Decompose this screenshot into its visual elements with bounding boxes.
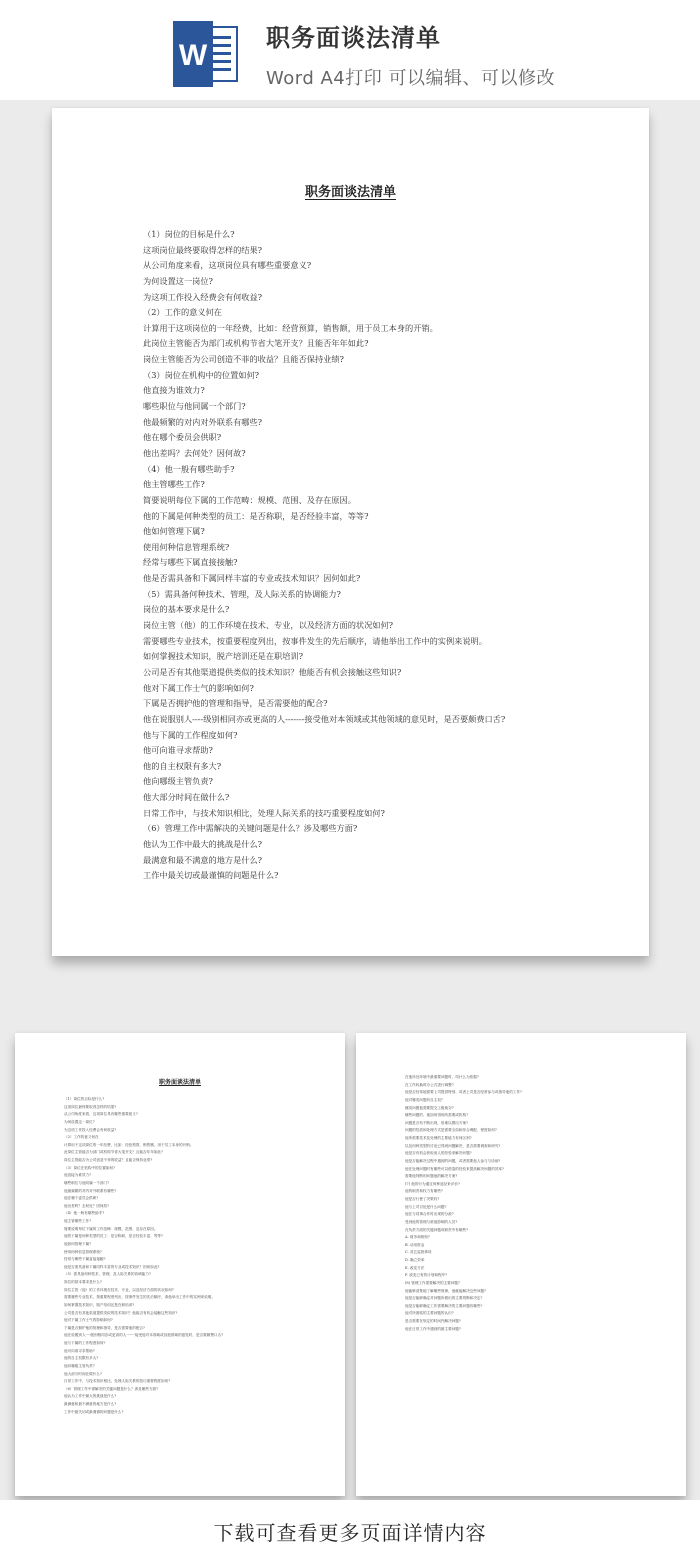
thumbnail-line: 哪些问题的、他如何得到所需要或机构? [405, 1113, 469, 1118]
document-line: 此岗位主管能否为部门或机构节省大笔开支？且能否年年如此? [143, 338, 369, 349]
thumbnail-line: E. 改变方法 [405, 1265, 425, 1270]
document-line: 他的自主权限有多大? [143, 760, 222, 771]
thumbnail-line: 需要哪些专业技术，按重要程度列出，按事件发生的先后顺序，请他举出工作中的实例来说明。 [64, 1295, 215, 1300]
document-line: 为何设置这一岗位? [143, 275, 213, 286]
thumbnail-line: 他是否能够确定工作需要解决的主要问题有哪些? [405, 1303, 483, 1308]
thumbnail-line: （3）岗位在机构中的位置如何? [64, 1165, 115, 1170]
thumbnail-line: 受到他的管理与被他影响的人员? [405, 1219, 458, 1224]
thumbnail-line: 他的下属是何种类型的员工：是否称职，是否经验丰富，等等? [64, 1234, 163, 1239]
document-line: 他对下属工作士气的影响如何? [143, 682, 254, 693]
page-subtitle: Word A4打印 可以编辑、可以修改 [266, 68, 555, 89]
thumbnail-line: D. 确立效率 [405, 1258, 425, 1262]
thumbnail-line: 他在哪个委员会供职? [64, 1196, 99, 1201]
header [0, 0, 700, 100]
thumbnail-line: 他对下属工作士气的影响如何? [64, 1318, 113, 1323]
thumbnail-page-1[interactable] [15, 1033, 345, 1496]
thumbnail-body [405, 1074, 522, 1333]
thumbnail-line: 在工作转换时办公式进行调整? [405, 1082, 454, 1087]
thumbnail-body [64, 1096, 223, 1416]
document-line: 下属是否拥护他的管理和指导，是否需要他的配合? [143, 698, 328, 709]
document-body [143, 227, 505, 884]
document-line: 他与下属的工作程度如何? [143, 729, 238, 740]
thumbnail-line: 最满意和最不满意的地方是什么? [64, 1402, 117, 1406]
thumbnail-title: 职务面谈法清单 [158, 1079, 201, 1086]
document-line: 他可向谁寻求帮助? [143, 745, 213, 756]
document-line: 他出差吗？去何处？因何故? [143, 447, 246, 458]
thumbnail-line: （5）需具备何种技术、管理，及人际关系的协调能力? [64, 1272, 151, 1277]
document-line: 他如何管理下属? [143, 526, 205, 537]
thumbnail-line: 他是否行使了决策权? [405, 1197, 440, 1201]
thumbnail-line: A. 财务和规则? [405, 1235, 430, 1240]
document-line: 他直接为谁效力? [143, 385, 205, 396]
thumbnail-line: 公司是否有其他渠道提供类似的技术知识？他能否有机会接触这些知识? [64, 1310, 178, 1315]
document-line: 如何掌握技术知识，脱产培训还是在职培训? [143, 651, 303, 662]
thumbnail-line: 他对哪类问题有自主权? [405, 1097, 443, 1102]
thumbnail-line: 他主管哪些工作? [64, 1219, 92, 1223]
document-line: 使用何种信息管理系统? [143, 541, 230, 552]
preview-area [0, 100, 700, 1500]
document-line: 他在说服别人----级别相同亦或更高的人-------接受他对本领域或其他领域的意见时，是否要颇费口舌? [143, 713, 506, 724]
document-line: 他主管哪些工作? [143, 479, 205, 490]
thumbnail-line: 他可向谁寻求帮助? [64, 1348, 95, 1353]
thumbnail-line: 他如何管理下属? [64, 1241, 92, 1246]
thumbnail-line: 他的自主权限有多大? [64, 1356, 99, 1361]
document-line: （3）岗位在机构中的位置如何? [143, 369, 260, 380]
thumbnail-line: 他出差吗？去何处？因何故? [64, 1203, 110, 1208]
document-line: 最满意和最不满意的地方是什么? [143, 854, 263, 865]
document-page-main [52, 108, 649, 956]
thumbnail-line: 他与上司讨论是什么问题? [405, 1204, 447, 1209]
thumbnail-line: 这项岗位最终要取得怎样的结果? [64, 1104, 117, 1109]
thumbnail-line: C. 其它监督事项 [405, 1250, 432, 1255]
thumbnail-line: 他是否能解决过程中遇到的问题，或者需要他人参与与协助? [405, 1158, 501, 1163]
thumbnail-line: 他对所面临的主要问题的认识? [405, 1311, 454, 1316]
document-line: 他在哪个委员会供职? [143, 432, 222, 443]
thumbnail-line: 他的职责和权力有哪些? [405, 1189, 443, 1194]
thumbnail-line: 如何掌握技术知识，脱产培训还是在职培训? [64, 1302, 135, 1307]
document-line: （2）工作的意义何在 [143, 307, 222, 318]
document-line: 需要哪些专业技术，按重要程度列出，按事件发生的先后顺序，请他举出工作中的实例来说明。 [143, 635, 487, 646]
thumbnail-line: 哪类问题他需要提交上级裁夺? [405, 1105, 454, 1110]
document-line: 哪些职位与他同属一个部门? [143, 401, 246, 412]
document-line: （5）需具备何种技术、管理，及人际关系的协调能力? [143, 588, 341, 599]
thumbnail-line: (8) 管理工作需要解决的主要问题? [405, 1280, 460, 1285]
thumbnail-line: 他向哪级主管负责? [64, 1363, 95, 1368]
document-line: 他最频繁的对内对外联系有哪些? [143, 416, 263, 427]
thumbnail-line: 他能够清楚地了解哪些规律，他就能解决这些问题? [405, 1288, 486, 1293]
download-more-link[interactable]: 下载可查看更多页面详情内容 [213, 1521, 487, 1545]
document-line: 岗位的基本要求是什么? [143, 604, 230, 615]
document-line: 这项岗位最终要取得怎样的结果? [143, 244, 263, 255]
thumbnail-line: 在负责方面的关键问题或职责中有哪些? [405, 1227, 469, 1232]
document-line: 他是否需具备和下属同样丰富的专业或技术知识？因何如此? [143, 573, 361, 584]
thumbnail-line: 他是否经常地需要上司提供特别、或者上司是否经常参与或指导他的工作? [405, 1090, 522, 1095]
thumbnail-line: 岗位的基本要求是什么? [64, 1280, 102, 1284]
thumbnail-line: 他在与同事合作时出现的分歧? [405, 1212, 454, 1217]
document-line: 他的下属是何种类型的员工：是否称职，是否经验丰富，等等? [143, 510, 369, 521]
thumbnail-line: 使用何种信息管理系统? [64, 1249, 102, 1254]
thumbnail-line: 他是否有机会获取前人的经验来解决问题? [405, 1151, 472, 1156]
thumbnail-line: B. 动用资金 [405, 1242, 425, 1247]
thumbnail-line: 他认为工作中最大的挑战是什么? [64, 1394, 117, 1399]
thumbnail-line: 他在处理问题时有哪些可以借鉴的经验来提高解决问题的效率? [405, 1166, 504, 1171]
thumbnail-line: 他所需要技术及处理的主要能力有何区别? [405, 1136, 472, 1140]
word-document-icon [173, 21, 239, 87]
thumbnail-line: F. 改变已有的计划和程序? [405, 1273, 448, 1278]
thumbnail-line: 计算用于这项岗位的一年经费，比如：经营预算，销售额，用于员工本身的开销。 [64, 1142, 194, 1147]
thumbnail-line: 简要说明每位下属的工作范畴：规模、范围、及存在原因。 [64, 1226, 158, 1231]
thumbnail-line: 他是否需具备和下属同样丰富的专业或技术知识？因何如此? [64, 1264, 160, 1269]
thumbnail-line: 他与下属的工作程度如何? [64, 1341, 106, 1345]
word-icon-letter: W [178, 39, 208, 72]
document-line: 他向哪级主管负责? [143, 776, 213, 787]
thumbnail-line: （2）工作的意义何在 [64, 1135, 99, 1140]
thumbnail-line: 需要他判断的问题他的解决方案? [405, 1174, 458, 1179]
thumbnail-line: 工作中最关切或最谨慎的问题是什么? [64, 1409, 124, 1414]
thumbnail-line: 哪些职位与他同属一个部门? [64, 1180, 110, 1185]
thumbnail-line: 他最频繁的对内对外联系有哪些? [64, 1188, 117, 1193]
page-title: 职务面谈法清单 [266, 24, 441, 52]
thumbnail-line: 他在日常工作中遇到的最主要问题? [405, 1326, 461, 1331]
thumbnail-line: 在他所处环境中最重要问题时，均什么为依据? [405, 1075, 479, 1079]
thumbnail-line: 此岗位主管能否为部门或机构节省大笔开支？且能否年年如此? [64, 1150, 163, 1155]
document-line: 日常工作中，与技术知识相比，处理人际关系的技巧重要程度如何? [143, 807, 385, 818]
document-line: 他认为工作中最大的挑战是什么? [143, 838, 263, 849]
thumbnail-line: 岗位主管能否为公司创造不菲的收益？且能否保持业绩? [64, 1158, 153, 1162]
document-line: 他大部分时间在做什么? [143, 792, 230, 803]
thumbnail-line: 问题是否有不断出现，但难以摸出方案? [405, 1120, 469, 1125]
document-line: （6）管理工作中需解决的关键问题是什么？涉及哪些方面? [143, 823, 358, 834]
thumbnail-page-2[interactable] [356, 1033, 686, 1496]
document-line: （1）岗位的目标是什么? [143, 229, 235, 239]
document-line: 岗位主管能否为公司创造不菲的收益？且能否保持业绩? [143, 354, 344, 365]
footer [0, 1500, 700, 1557]
thumbnail-line: 从公司角度来看，这项岗位具有哪些重要意义? [64, 1112, 138, 1117]
thumbnail-line: 经常与哪些下属直接接触? [64, 1257, 106, 1262]
document-line: 简要说明每位下属的工作范畴：规模、范围、及存在原因。 [143, 494, 356, 505]
document-line: 岗位主管（他）的工作环境在技术、专业，以及经济方面的状况如何? [143, 620, 394, 631]
thumbnail-line: 为何设置这一岗位? [64, 1119, 95, 1124]
thumbnail-line: （6）管理工作中需解决的关键问题是什么？涉及哪些方面? [64, 1386, 159, 1391]
thumbnail-line: 以及何种类型的讨论已得到问题解决，是否需要调查和研究? [405, 1143, 501, 1148]
thumbnail-line: (7) 他的行为通过何种途径来评价? [405, 1181, 460, 1186]
thumbnail-line: 为这项工作投入经费会有何收益? [64, 1127, 117, 1132]
document-line: 为这项工作投入经费会有何收益? [143, 291, 263, 302]
thumbnail-line: 他直接为谁效力? [64, 1173, 92, 1178]
thumbnail-line: 问题的性质和处理方式是需要全局和综合调配、程度如何? [405, 1128, 497, 1133]
thumbnail-line: （4）他一般有哪些助手? [64, 1211, 105, 1216]
thumbnail-line: 下属是否拥护他的管理和指导，是否需要他的配合? [64, 1325, 145, 1330]
document-line: 公司是否有其他渠道提供类似的技术知识？他能否有机会接触这些知识? [143, 666, 402, 677]
thumbnail-line: （1）岗位的目标是什么? [64, 1097, 105, 1101]
thumbnail-line: 他在说服别人----级别相同亦或更高的人-------接受他对本领域或其他领域的意见时，是否要颇费口舌? [64, 1333, 224, 1338]
document-line: 经常与哪些下属直接接触? [143, 557, 238, 568]
document-line: 工作中最关切或最谨慎的问题是什么? [143, 870, 279, 881]
thumbnail-line: 他大部分时间在做什么? [64, 1371, 102, 1376]
thumbnail-line: 是否需要在规定的时间内解决问题? [405, 1319, 461, 1323]
document-line: 计算用于这项岗位的一年经费，比如：经营预算，销售额，用于员工本身的开销。 [143, 322, 438, 333]
thumbnail-line: 岗位主管（他）的工作环境在技术、专业，以及经济方面的状况如何? [64, 1287, 174, 1292]
document-line: 从公司角度来看，这项岗位具有哪些重要意义? [143, 260, 312, 271]
document-line: （4）他一般有哪些助手? [143, 463, 235, 474]
document-title: 职务面谈法清单 [304, 185, 396, 200]
thumbnail-line: 日常工作中，与技术知识相比，处理人际关系的技巧重要程度如何? [64, 1379, 171, 1384]
thumbnail-line: 他是否能够确定对问题所做出的主要判断和决定? [405, 1296, 483, 1301]
